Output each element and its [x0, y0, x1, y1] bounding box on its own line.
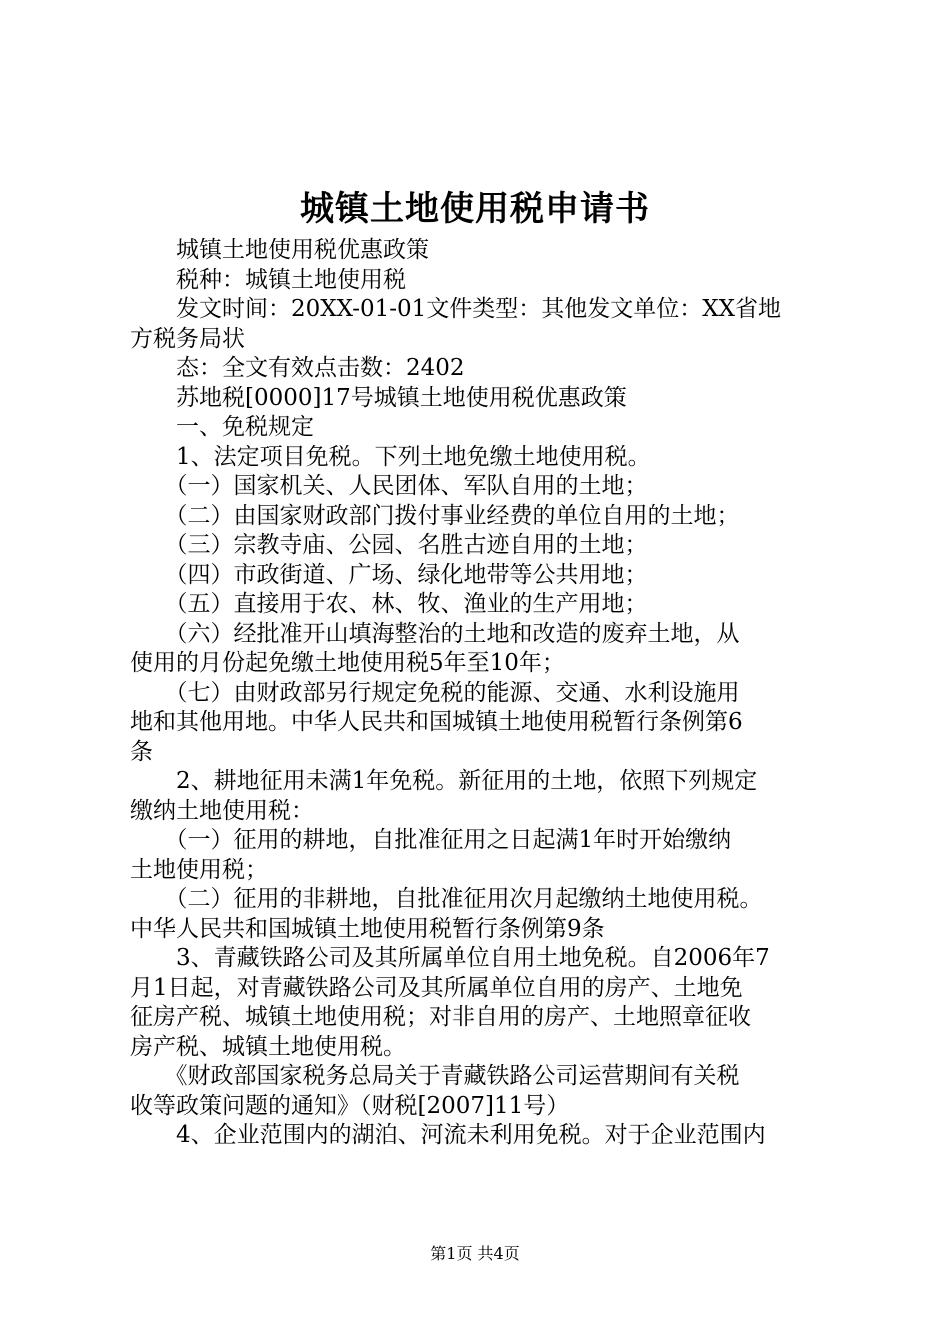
body-line: 发文时间：20XX-01-01文件类型：其他发文单位：XX省地 [130, 296, 782, 322]
body-line: （四）市政街道、广场、绿化地带等公共用地； [130, 561, 648, 588]
body-line: 收等政策问题的通知》（财税[2007]11号） [130, 1092, 570, 1119]
body-line: （五）直接用于农、林、牧、渔业的生产用地； [130, 591, 648, 617]
body-line: （二）由国家财政部门拨付事业经费的单位自用的土地； [130, 502, 740, 529]
page-footer: 第1页 共4页 [430, 1244, 520, 1263]
body-line: 土地使用税； [130, 856, 268, 883]
body-line: 一、免税规定 [130, 414, 314, 440]
body-line: （三）宗教寺庙、公园、名胜古迹自用的土地； [130, 532, 648, 558]
body-line: 缴纳土地使用税： [130, 797, 314, 824]
body-line: 中华人民共和国城镇土地使用税暂行条例第9条 [130, 915, 605, 942]
body-line: （七）由财政部另行规定免税的能源、交通、水利设施用 [130, 679, 740, 706]
body-line: 1、法定项目免税。下列土地免缴土地使用税。 [130, 443, 651, 470]
body-line: 《财政部国家税务总局关于青藏铁路公司运营期间有关税 [130, 1063, 740, 1089]
body-line: 3、青藏铁路公司及其所属单位自用土地免税。自2006年7 [130, 945, 770, 971]
body-line: （二）征用的非耕地，自批准征用次月起缴纳土地使用税。 [130, 886, 763, 912]
document-body [130, 236, 850, 1151]
body-line: （一）国家机关、人民团体、军队自用的土地； [130, 473, 648, 499]
body-line: 房产税、城镇土地使用税。 [130, 1033, 406, 1060]
body-line: 使用的月份起免缴土地使用税5年至10年； [130, 650, 565, 676]
body-line: 条 [130, 738, 153, 765]
body-line: （六）经批准开山填海整治的土地和改造的废弃土地，从 [130, 620, 740, 647]
body-line: 苏地税[0000]17号城镇土地使用税优惠政策 [130, 384, 627, 411]
body-line: 征房产税、城镇土地使用税；对非自用的房产、土地照章征收 [130, 1004, 751, 1030]
body-line: 方税务局状 [130, 325, 245, 352]
document-title: 城镇土地使用税申请书 [300, 189, 650, 229]
body-line: 月1日起，对青藏铁路公司及其所属单位自用的房产、土地免 [130, 974, 743, 1001]
body-line: 2、耕地征用未满1年免税。新征用的土地，依照下列规定 [130, 768, 758, 794]
body-line: （一）征用的耕地，自批准征用之日起满1年时开始缴纳 [130, 827, 732, 853]
body-line: 地和其他用地。中华人民共和国城镇土地使用税暂行条例第6 [130, 709, 743, 735]
body-line: 4、企业范围内的湖泊、河流未利用免税。对于企业范围内 [130, 1122, 766, 1148]
body-line: 城镇土地使用税优惠政策 [130, 237, 429, 263]
body-line: 税种：城镇土地使用税 [130, 266, 406, 293]
body-line: 态：全文有效点击数：2402 [130, 355, 465, 381]
